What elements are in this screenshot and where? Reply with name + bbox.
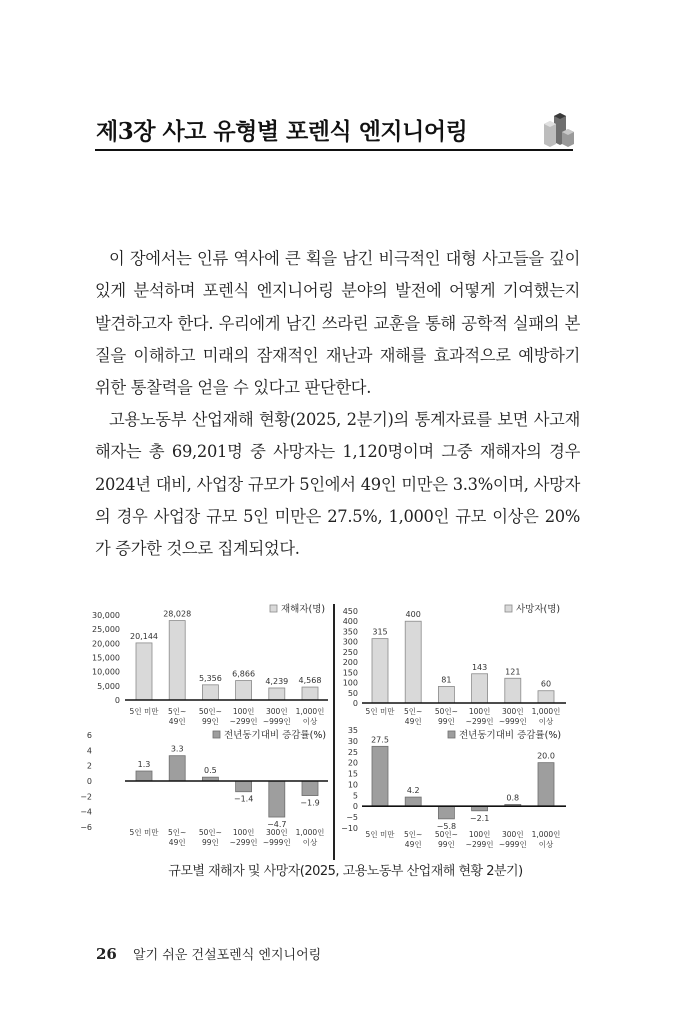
x-category-label: 5인 미만: [129, 707, 159, 716]
bar: [505, 678, 521, 703]
paragraph-text: 이 장에서는 인류 역사에 큰 획을 남긴 비극적인 대형 사고들을 깊이 있게 분석하며 포렌식 엔지니어링 분야의 발전에 어떻게 기여했는지 발견하고자 한다. 우리에게 남긴 쓰라린 교훈을 통해 공학적 실패의 본질을 이해하고 미래의 잠재적인 재난과 재해를 효과적으로 예방하기 위한 통찰력을 얻을 수 있다고 판단한다.: [95, 249, 580, 398]
y-tick-label: 10: [347, 780, 358, 790]
bar-value-label: 121: [505, 667, 521, 677]
y-tick-label: −6: [80, 823, 92, 832]
chapter-title: 제3장 사고 유형별 포렌식 엔지니어링: [96, 118, 468, 145]
bar-value-label: 4.2: [406, 786, 420, 796]
x-category-label: 49인: [168, 717, 186, 726]
y-tick-label: 150: [342, 668, 358, 678]
bar: [202, 685, 218, 700]
x-category-label: 49인: [404, 840, 422, 849]
x-category-label: 50인~: [198, 707, 222, 716]
page-footer: [96, 944, 321, 963]
page-number: 26: [96, 945, 117, 963]
x-category-label: 이상: [538, 717, 554, 726]
bar-value-label: 5,356: [198, 673, 222, 683]
y-tick-label: 15,000: [92, 653, 120, 663]
x-category-label: ~999인: [262, 838, 291, 847]
y-tick-label: 20,000: [92, 639, 120, 649]
bar-value-label: 0.8: [506, 793, 520, 803]
y-tick-label: −5: [346, 813, 358, 823]
bar-value-label: −1.4: [233, 794, 254, 804]
x-category-label: 49인: [404, 717, 422, 726]
paragraph-text: 고용노동부 산업재해 현황(2025, 2분기)의 통계자료를 보면 사고재해자는 총 69,201명 중 사망자는 1,120명이며 그중 재해자의 경우 2024년 대비, 사업장 규모가 5인에서 49인 미만은 3.3%이며, 사망자의 경우 사업장 규모 5인 미만은 27.5%, 1,000인 규모 이상은 20%가 증가한 것으로 집계되었다.: [95, 410, 580, 559]
x-category-label: 1,000인: [295, 707, 325, 716]
x-category-label: 100인: [468, 707, 491, 716]
legend-swatch: [448, 731, 455, 738]
bar-value-label: 27.5: [371, 735, 389, 745]
y-tick-label: 100: [342, 678, 358, 688]
y-tick-label: 0: [114, 696, 120, 705]
book-title: 알기 쉬운 건설포렌식 엔지니어링: [133, 948, 322, 963]
bar-value-label: 60: [540, 679, 552, 689]
bar-value-label: 81: [441, 675, 452, 685]
y-tick-label: 0: [352, 699, 358, 708]
legend-label: 전년동기대비 증감률(%): [224, 730, 327, 741]
x-category-label: 300인: [266, 828, 288, 837]
chart-divider: [333, 604, 335, 860]
y-tick-label: 400: [342, 617, 358, 627]
x-category-label: 이상: [538, 840, 554, 849]
bar: [538, 691, 554, 703]
y-tick-label: −4: [80, 807, 92, 817]
x-category-label: 100인: [468, 830, 491, 839]
bar-value-label: 400: [405, 610, 421, 620]
y-tick-label: 35: [347, 726, 358, 735]
bar: [372, 746, 388, 806]
x-category-label: 50인~: [434, 830, 458, 839]
figure-caption: 규모별 재해자 및 사망자(2025, 고용노동부 산업재해 현황 2분기): [168, 864, 523, 879]
x-category-label: 5인 미만: [365, 707, 395, 716]
bar-value-label: 4,568: [298, 676, 322, 686]
y-tick-label: 450: [342, 607, 358, 616]
bar: [136, 643, 152, 700]
x-category-label: 이상: [302, 838, 318, 847]
x-category-label: ~999인: [498, 717, 527, 726]
bar-value-label: 315: [372, 627, 388, 637]
y-tick-label: −10: [341, 824, 358, 833]
x-category-label: ~999인: [262, 717, 291, 726]
x-category-label: 300인: [502, 830, 524, 839]
x-category-label: 50인~: [198, 828, 222, 837]
y-tick-label: −2: [80, 792, 92, 802]
y-tick-label: 25,000: [92, 625, 120, 635]
bar: [538, 763, 554, 807]
x-category-label: ~299인: [465, 717, 494, 726]
y-tick-label: 4: [86, 746, 92, 756]
y-tick-label: 15: [347, 769, 358, 779]
x-category-label: ~299인: [229, 717, 258, 726]
y-tick-label: 350: [342, 627, 358, 637]
y-tick-label: 200: [342, 658, 358, 668]
x-category-label: ~299인: [229, 838, 258, 847]
y-tick-label: 0: [86, 777, 92, 786]
x-category-label: 1,000인: [531, 830, 561, 839]
y-tick-label: 10,000: [92, 667, 120, 677]
bar: [302, 781, 318, 796]
bar-value-label: 20.0: [537, 751, 555, 761]
bar: [438, 806, 454, 819]
bar-value-label: 6,866: [232, 669, 256, 679]
bar: [136, 771, 152, 781]
bar: [269, 688, 285, 700]
bar-value-label: −2.1: [469, 813, 490, 823]
y-tick-label: 25: [347, 747, 358, 757]
bar-value-label: −1.9: [300, 798, 320, 808]
x-category-label: 5인~: [168, 828, 187, 837]
legend-label: 사망자(명): [516, 604, 561, 615]
x-category-label: ~299인: [465, 840, 494, 849]
bar: [438, 686, 454, 703]
bar-value-label: 3.3: [170, 744, 184, 754]
x-category-label: 5인 미만: [129, 828, 159, 837]
bar-value-label: 1.3: [137, 760, 151, 770]
y-tick-label: 5,000: [97, 681, 120, 691]
x-category-label: 300인: [266, 707, 288, 716]
legend-swatch: [270, 605, 277, 612]
x-category-label: 99인: [438, 717, 455, 726]
bar-value-label: 4,239: [265, 676, 289, 686]
x-category-label: 1,000인: [531, 707, 561, 716]
bar: [472, 674, 488, 703]
bar-value-label: 143: [471, 662, 488, 672]
x-category-label: 99인: [202, 838, 219, 847]
legend-swatch: [505, 605, 512, 612]
y-tick-label: 50: [347, 688, 358, 698]
y-tick-label: 0: [352, 802, 358, 812]
x-category-label: 300인: [502, 707, 524, 716]
legend-label: 재해자(명): [281, 604, 326, 615]
bar: [405, 797, 421, 806]
y-tick-label: 30: [347, 736, 358, 746]
x-category-label: 99인: [202, 717, 219, 726]
bar: [169, 621, 185, 700]
bar: [269, 781, 285, 817]
bar: [236, 681, 252, 700]
bar-value-label: −5.8: [436, 821, 457, 831]
y-tick-label: 300: [342, 637, 358, 647]
y-tick-label: 6: [86, 731, 92, 740]
y-tick-label: 20: [347, 758, 358, 768]
bar: [302, 687, 318, 700]
y-tick-label: 250: [342, 647, 358, 657]
bar-value-label: 20,144: [130, 631, 158, 641]
x-category-label: 1,000인: [295, 828, 325, 837]
bar-value-label: 28,028: [163, 609, 192, 619]
x-category-label: 100인: [232, 828, 255, 837]
x-category-label: 50인~: [434, 707, 458, 716]
y-tick-label: 5: [352, 791, 358, 801]
bar: [236, 781, 252, 792]
y-tick-label: 30,000: [92, 611, 120, 620]
bar: [405, 621, 421, 703]
x-category-label: 5인~: [168, 707, 187, 716]
x-category-label: 이상: [302, 717, 318, 726]
x-category-label: 5인~: [404, 707, 423, 716]
x-category-label: 5인 미만: [365, 830, 395, 839]
legend-label: 전년동기대비 증감률(%): [459, 730, 562, 741]
bar: [372, 639, 388, 703]
x-category-label: 100인: [232, 707, 255, 716]
x-category-label: ~999인: [498, 840, 527, 849]
x-category-label: 99인: [438, 840, 455, 849]
bar-value-label: −4.7: [267, 820, 287, 830]
bar-value-label: 0.5: [204, 766, 217, 776]
bar: [169, 756, 185, 781]
legend-swatch: [213, 731, 220, 738]
x-category-label: 5인~: [404, 830, 423, 839]
y-tick-label: 2: [86, 761, 92, 771]
x-category-label: 49인: [168, 838, 186, 847]
